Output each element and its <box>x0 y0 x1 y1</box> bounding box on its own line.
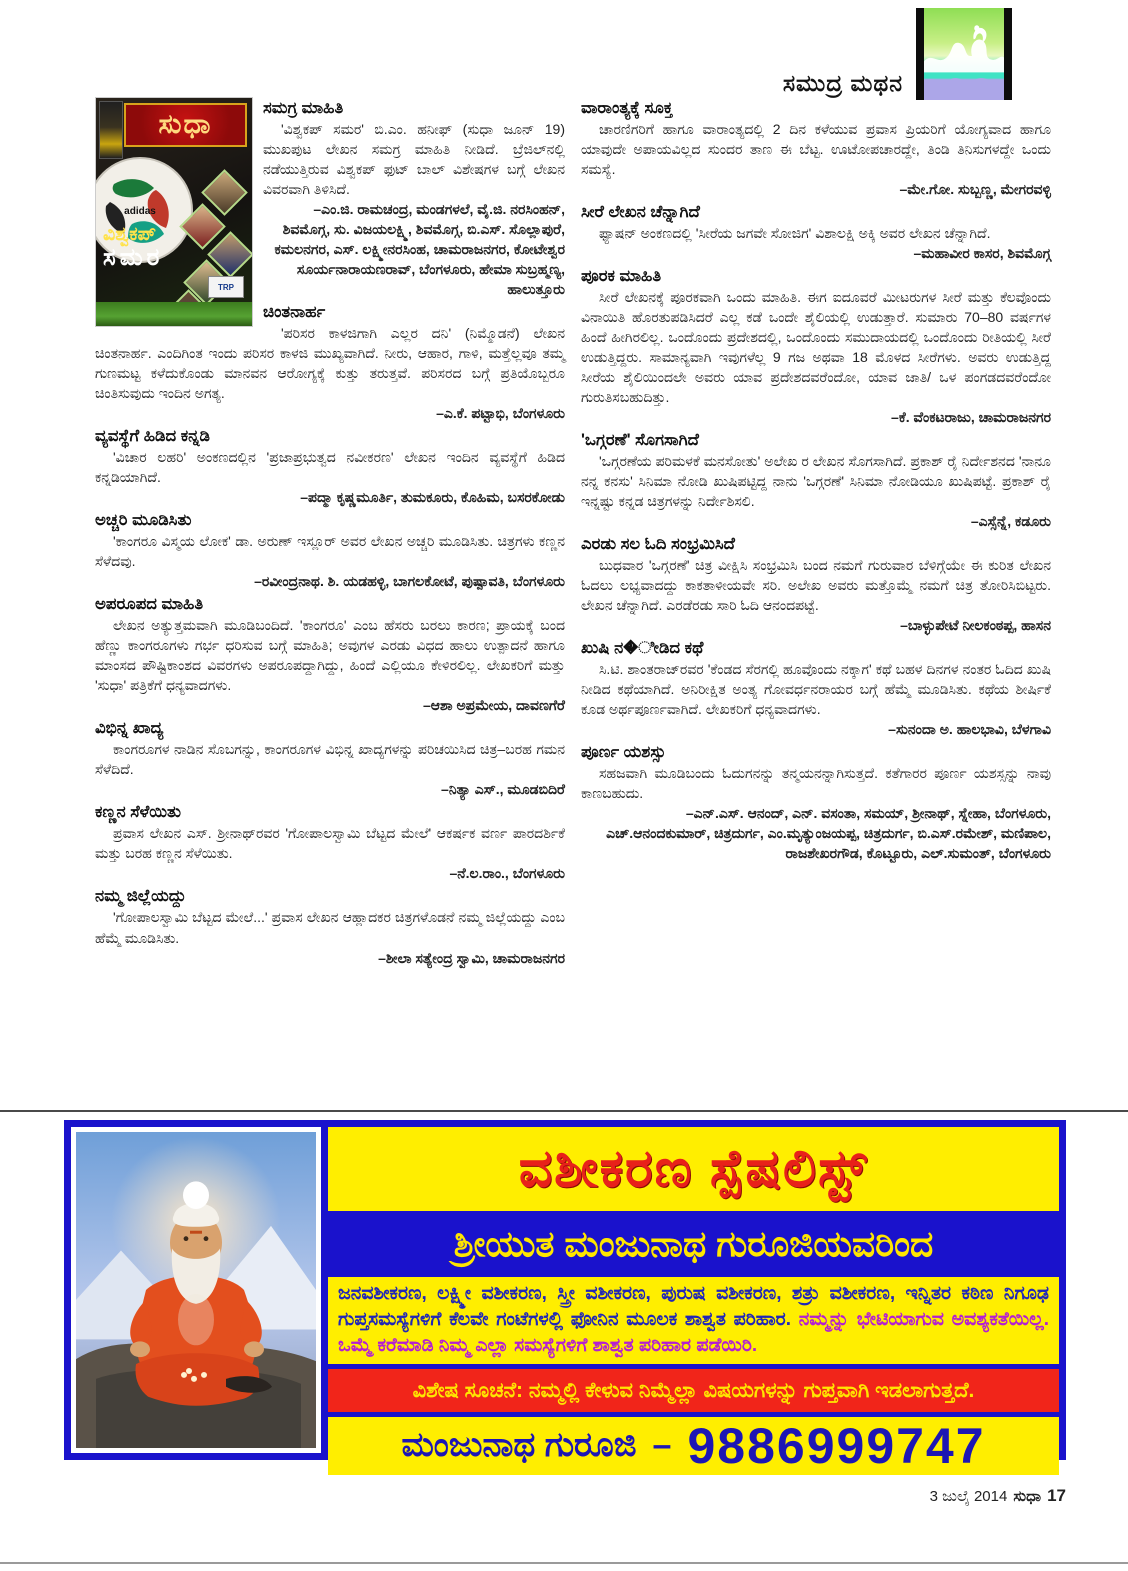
cover-title: ವಿಶ್ವಕಪ್ ಸಮರ <box>103 224 164 272</box>
grass-strip <box>96 302 252 326</box>
letter-body: ಸಹಜವಾಗಿ ಮೂಡಿಬಂದು ಓದುಗನನ್ನು ತನ್ಮಯನನ್ನಾಗಿಸುತ್ತದೆ. ಕತೆಗಾರರ ಪೂರ್ಣ ಯಶಸ್ಸನ್ನು ನಾವು ಕಾಣಬಹುದು. <box>581 765 1051 802</box>
ad-text-panel <box>328 1127 1059 1474</box>
page-bottom-line <box>0 1562 1128 1564</box>
waves-logo-icon <box>916 8 1012 100</box>
letter-signature: –ಸುನಂದಾ ಅ. ಹಾಲಭಾವಿ, ಬೆಳಗಾವಿ <box>888 721 1051 738</box>
letter-item <box>95 719 565 799</box>
letter-body: ಬುಧವಾರ 'ಒಗ್ಗರಣೆ' ಚಿತ್ರ ವೀಕ್ಷಿಸಿ ಸಂಭ್ರಮಿಸಿ ಬಂದ ನಮಗೆ ಗುರುವಾರ ಬೆಳಿಗ್ಗೆಯೇ ಈ ಕುರಿತ ಲೇಖನ ಓದಲು ಲಭ್ಯವಾದದ್ದು ಕಾಕತಾಳೀಯವೇ ಸರಿ. ಅಲೇಖ ಅವರು ಮತ್ತೊಮ್ಮೆ ನಮಗೆ ಚಿತ್ರ ತೋರಿಸಿಬಿಟ್ಟರು. ಲೇಖನ ಚೆನ್ನಾಗಿದೆ. ಎರಡೆರಡು ಸಾರಿ ಓದಿ ಆನಂದಪಟ್ಟೆ. <box>581 557 1051 614</box>
letter-body: ಚಾರಣಿಗರಿಗೆ ಹಾಗೂ ವಾರಾಂತ್ಯದಲ್ಲಿ 2 ದಿನ ಕಳೆಯುವ ಪ್ರವಾಸ ಪ್ರಿಯರಿಗೆ ಯೋಗ್ಯವಾದ ಹಾಗೂ ಯಾವುದೇ ಅಪಾಯವಿಲ್ಲದ ಸುಂದರ ತಾಣ ಈ ಬೆಟ್ಟ. ಊಟೋಪಚಾರದ್ದೇ, ತಿಂಡಿ ತಿನಿಸುಗಳದ್ದೇ ಒಂದು ಸಮಸ್ಯೆ. <box>581 121 1051 178</box>
letter-heading: ಪೂರ್ಣ ಯಶಸ್ಸು <box>581 743 666 762</box>
letter-body: ಸೀರೆ ಲೇಖನಕ್ಕೆ ಪೂರಕವಾಗಿ ಒಂದು ಮಾಹಿತಿ. ಈಗ ಐದೂವರೆ ಮೀಟರುಗಳ ಸೀರೆ ಮತ್ತು ಕೆಲವೊಂದು ವಿನಾಯಿತಿ ಹೊರತುಪಡಿಸಿದರೆ ಎಲ್ಲ ಕಡೆ ಒಂದೇ ಶೈಲಿಯಲ್ಲಿ ಉಡುತ್ತಾರೆ. ಸುಮಾರು 70–80 ವರ್ಷಗಳ ಹಿಂದೆ ಹೀಗಿರಲಿಲ್ಲ. ಒಂದೊಂದು ಪ್ರದೇಶದಲ್ಲಿ, ಒಂದೊಂದು ಸಮುದಾಯದಲ್ಲಿ ಒಂದೊಂದು ರೀತಿಯಲ್ಲಿ ಸೀರೆ ಉಡುತ್ತಿದ್ದರು. ಸಾಮಾನ್ಯವಾಗಿ ಇವುಗಳೆಲ್ಲ 9 ಗಜ ಅಥವಾ 18 ಮೊಳದ ಸೀರೆಗಳು. ಅವರು ಉಡುತ್ತಿದ್ದ ಸೀರೆಯ ಶೈಲಿಯಿಂದಲೇ ಅವರು ಯಾವ ಪ್ರದೇಶದವರೆಂದೋ, ಯಾವ ಜಾತಿ/ ಒಳ ಪಂಗಡದವರೆಂದೋ ಗುರುತಿಸಬಹುದಿತ್ತು. <box>581 289 1051 406</box>
letter-signature: –ಎಂ.ಜಿ. ರಾಮಚಂದ್ರ, ಮಂಡಗಳಲೆ, ವೈ.ಜಿ. ನರಸಿಂಹನ್, ಶಿವಮೊಗ್ಗ, ಸು. ವಿಜಯಲಕ್ಷ್ಮಿ, ಶಿವಮೊಗ್ಗ, ಬಿ.ಎಸ್. ಸೊಲ್ಲಾಪುರೆ, ಕಮಲನಗರ, ಎಸ್. ಲಕ್ಷ್ಮೀನರಸಿಂಹ, ಚಾಮರಾಜನಗರ, ಕೋಟೇಶ್ವರ ಸೂರ್ಯನಾರಾಯಣರಾವ್, ಬೆಂಗಳೂರು, ಹೇಮಾ ಸುಬ್ರಹ್ಮಣ್ಯ, ಹಾಲುತ್ತೂರು <box>274 201 565 298</box>
footer-date: 3 ಜುಲೈ 2014 <box>929 1488 1008 1505</box>
letter-item <box>95 427 565 507</box>
letter-signature: –ಎನ್.ಎಸ್. ಆನಂದ್, ಎನ್. ವಸಂತಾ, ಸಮಯ್, ಶ್ರೀನಾಥ್, ಸ್ನೇಹಾ, ಬೆಂಗಳೂರು, ಎಚ್.ಆನಂದಕುಮಾರ್, ಚಿತ್ರದುರ್ಗ, ಎಂ.ಮೃತ್ಯುಂಜಯಪ್ಪ, ಚಿತ್ರದುರ್ಗ, ಬಿ.ಎಸ್.ರಮೇಶ್, ಮಣಿಪಾಲ, ರಾಜಶೇಖರಗೌಡ, ಕೊಟ್ಟೂರು, ಎಲ್.ಸುಮಂತ್, ಬೆಂಗಳೂರು <box>606 805 1051 862</box>
letter-body: ಪ್ರವಾಸ ಲೇಖನ ಎಸ್. ಶ್ರೀನಾಥ್‌ರವರ 'ಗೋಪಾಲಸ್ವಾಮಿ ಬೆಟ್ಟದ ಮೇಲೆ' ಆಕರ್ಷಕ ವರ್ಣ ಪಾರದರ್ಶಿಕೆ ಮತ್ತು ಬರಹ ಕಣ್ಣನ ಸೆಳೆಯಿತು. <box>95 825 565 862</box>
letter-body: ಫ್ಯಾಷನ್ ಅಂಕಣದಲ್ಲಿ 'ಸೀರೆಯ ಜಗವೇ ಸೋಜಿಗ' ವಿಶಾಲಕ್ಷಿ ಅಕ್ಕಿ ಅವರ ಲೇಖನ ಚೆನ್ನಾಗಿದೆ. <box>599 225 991 242</box>
letter-signature: –ಕೆ. ವೆಂಕಟರಾಜು, ಚಾಮರಾಜನಗರ <box>891 409 1051 426</box>
left-column <box>95 95 565 968</box>
letter-item <box>95 887 565 967</box>
advertisement <box>64 1120 1066 1474</box>
letter-item <box>581 431 1051 531</box>
letter-heading: ಸಮಗ್ರ ಮಾಹಿತಿ <box>263 99 344 117</box>
letter-heading: ಚಿಂತನಾರ್ಹ <box>263 303 326 322</box>
letter-signature: –ಮಹಾವೀರ ಕಾಸರ, ಶಿವಮೊಗ್ಗ <box>913 245 1051 262</box>
ad-body-highlight: ನಮ್ಮನ್ನು ಭೇಟಿಯಾಗುವ ಅವಶ್ಯಕತೆಯಿಲ್ಲ. ಒಮ್ಮೆ ಕರೆಮಾಡಿ ನಿಮ್ಮ ಎಲ್ಲಾ ಸಮಸ್ಯೆಗಳಿಗೆ ಶಾಶ್ವತ ಪರಿಹಾರ ಪಡೆಯಿರಿ. <box>338 1309 1049 1357</box>
letter-signature: –ಎಸ್ಸೆನ್ನೆ, ಕಡೂರು <box>970 513 1051 530</box>
letter-heading: ಸೀರೆ ಲೇಖನ ಚೆನ್ನಾಗಿದೆ <box>581 203 700 222</box>
letter-heading: ಪೂರಕ ಮಾಹಿತಿ <box>581 267 662 286</box>
letter-signature: –ಶೀಲಾ ಸತ್ಯೇಂದ್ರ ಸ್ವಾಮಿ, ಚಾಮರಾಜನಗರ <box>378 949 565 966</box>
letter-heading: ವ್ಯವಸ್ಥೆಗೆ ಹಿಡಿದ ಕನ್ನಡಿ <box>95 427 210 446</box>
letter-heading: ನಮ್ಮ ಜಿಲ್ಲೆಯದ್ದು <box>95 887 187 906</box>
letter-item <box>95 511 565 591</box>
letter-body: 'ಪರಿಸರ ಕಾಳಜಿಗಾಗಿ ಎಲ್ಲರ ದನಿ' (ನಿಮ್ಮೊಡನೆ) ಲೇಖನ ಚಿಂತನಾರ್ಹ. ಎಂದಿಗಿಂತ ಇಂದು ಪರಿಸರ ಕಾಳಜಿ ಮುಖ್ಯವಾಗಿದೆ. ನೀರು, ಆಹಾರ, ಗಾಳಿ, ಮತ್ತೆಲ್ಲವೂ ತಮ್ಮ ಗುಣಮಟ್ಟ ಕಳೆದುಕೊಂಡು ಮಾನವನ ಆರೋಗ್ಯಕ್ಕೆ ಕುತ್ತು ತರುತ್ತವೆ. ಪರಿಸರದ ಬಗ್ಗೆ ಪ್ರತಿಯೊಬ್ಬರೂ ಚಿಂತಿಸುವುದು ಇಂದಿನ ಅಗತ್ಯ. <box>95 325 565 402</box>
letter-body: 'ಕಾಂಗರೂ ವಿಸ್ಮಯ ಲೋಕ' ಡಾ. ಅರುಣ್ ಇಸ್ಲೂರ್ ಅವರ ಲೇಖನ ಅಚ್ಚರಿ ಮೂಡಿಸಿತು. ಚಿತ್ರಗಳು ಕಣ್ಣನ ಸೆಳೆದವು. <box>95 533 565 570</box>
letter-signature: –ನಿತ್ಯಾ ಎಸ್., ಮೂಡಬಿದಿರೆ <box>441 781 565 798</box>
letter-item <box>581 639 1051 739</box>
letter-item <box>581 203 1051 263</box>
ball-brand-text: adidas <box>124 206 156 217</box>
ad-notice: ವಿಶೇಷ ಸೂಚನೆ: ನಮ್ಮಲ್ಲಿ ಕೇಳುವ ನಿಮ್ಮೆಲ್ಲಾ ವಿಷಯಗಳನ್ನು ಗುಪ್ತವಾಗಿ ಇಡಲಾಗುತ್ತದೆ. <box>328 1369 1059 1412</box>
ad-contact-dash: – <box>652 1426 672 1465</box>
letter-body: 'ವಿಚಾರ ಲಹರಿ' ಅಂಕಣದಲ್ಲಿನ 'ಪ್ರಜಾಪ್ರಭುತ್ವದ ನವೀಕರಣ' ಲೇಖನ ಇಂದಿನ ವ್ಯವಸ್ಥೆಗೆ ಹಿಡಿದ ಕನ್ನಡಿಯಾಗಿದೆ. <box>95 449 565 486</box>
letter-heading: ವಾರಾಂತ್ಯಕ್ಕೆ ಸೂಕ್ತ <box>581 99 673 117</box>
letter-signature: –ಪದ್ಮಾ ಕೃಷ್ಣಮೂರ್ತಿ, ತುಮಕೂರು, ಕೊಹಿಮ, ಬಸರಕೋಡು <box>300 489 565 506</box>
trp-badge: TRP <box>208 276 244 298</box>
letter-body: ಸಿ.ಟಿ. ಶಾಂತರಾಜ್‌ರವರ 'ಕೆಂಡದ ಸೆರಗಲ್ಲಿ ಹೂವೊಂದು ನಕ್ಕಾಗ' ಕಥೆ ಬಹಳ ದಿನಗಳ ನಂತರ ಓದಿದ ಖುಷಿ ನೀಡಿದ ಕಥೆಯಾಗಿದೆ. ಅನಿರೀಕ್ಷಿತ ಅಂತ್ಯ ಗೋವರ್ಧನರಾಯರ ಬಗ್ಗೆ ಹೆಮ್ಮೆ ಮೂಡಿಸಿತು. ಕಥೆಯ ಶೀರ್ಷಿಕೆ ಕೂಡ ಅರ್ಥಪೂರ್ಣವಾಗಿದೆ. ಲೇಖಕರಿಗೆ ಧನ್ಯವಾದಗಳು. <box>581 661 1051 718</box>
ad-phone-number: 9886999747 <box>687 1417 986 1474</box>
letter-heading: ವಿಭಿನ್ನ ಖಾದ್ಯ <box>95 719 164 738</box>
letter-heading: 'ಒಗ್ಗರಣೆ' ಸೊಗಸಾಗಿದೆ <box>581 431 699 450</box>
ad-subtitle: ಶ್ರೀಯುತ ಮಂಜುನಾಥ ಗುರೂಜಿಯವರಿಂದ <box>328 1216 1059 1272</box>
letter-heading: ಖುಷಿ ನ�ೀಡಿದ ಕಥೆ <box>581 639 704 658</box>
right-column <box>581 95 1051 968</box>
letter-signature: –ಆಶಾ ಅಪ್ರಮೇಯ, ದಾವಣಗೆರೆ <box>422 697 565 714</box>
ad-contact <box>328 1417 1059 1475</box>
guru-photo <box>71 1127 321 1453</box>
letter-item <box>581 267 1051 427</box>
letter-body: 'ವಿಶ್ವಕಪ್ ಸಮರ' ಬಿ.ಎಂ. ಹನೀಫ್ (ಸುಧಾ ಜೂನ್ 19) ಮುಖಪುಟ ಲೇಖನ ಸಮಗ್ರ ಮಾಹಿತಿ ನೀಡಿದೆ. ಬ್ರೆಜಿಲ್‌ನಲ್ಲಿ ನಡೆಯುತ್ತಿರುವ ವಿಶ್ವಕಪ್ ಫುಟ್ ಬಾಲ್ ವಿಶೇಷಗಳ ಬಗ್ಗೆ ಲೇಖನ ವಿವರವಾಗಿ ತಿಳಿಸಿದೆ. <box>263 121 565 198</box>
page-footer <box>930 1486 1066 1506</box>
letter-signature: –ರವೀಂದ್ರನಾಥ. ಶಿ. ಯಡಹಳ್ಳಿ, ಬಾಗಲಕೋಟೆ, ಪುಷ್ಪಾವತಿ, ಬೆಂಗಳೂರು <box>254 573 565 590</box>
letter-signature: –ಬಾಳ್ಳುಪೇಟೆ ನೀಲಕಂಠಪ್ಪ, ಹಾಸನ <box>900 617 1051 634</box>
letter-signature: –ನೆ.ಲ.ರಾಂ., ಬೆಂಗಳೂರು <box>449 865 565 882</box>
ad-contact-name: ಮಂಜುನಾಥ ಗುರೂಜಿ <box>401 1426 637 1465</box>
letter-body: 'ಗೋಪಾಲಸ್ವಾಮಿ ಬೆಟ್ಟದ ಮೇಲೆ...' ಪ್ರವಾಸ ಲೇಖನ ಆಹ್ಲಾದಕರ ಚಿತ್ರಗಳೊಡನೆ ನಮ್ಮ ಜಿಲ್ಲೆಯದ್ದು ಎಂಬ ಹೆಮ್ಮೆ ಮೂಡಿಸಿತು. <box>95 909 565 946</box>
letter-signature: –ಮೇ.ಗೋ. ಸುಬ್ಬಣ್ಣ, ಮೇಗರವಳ್ಳಿ <box>899 181 1051 198</box>
letter-item <box>581 743 1051 863</box>
page-title: ಸಮುದ್ರ ಮಥನ <box>782 70 903 96</box>
magazine-cover <box>95 97 253 327</box>
letter-heading: ಎರಡು ಸಲ ಓದಿ ಸಂಭ್ರಮಿಸಿದೆ <box>581 535 735 554</box>
footer-brand: ಸುಧಾ <box>1013 1488 1042 1505</box>
ad-body-main: ಜನವಶೀಕರಣ, ಲಕ್ಷ್ಮೀ ವಶೀಕರಣ, ಸ್ತ್ರೀ ವಶೀಕರಣ, ಪುರುಷ ವಶೀಕರಣ, ಶತ್ರು ವಶೀಕರಣ, ಇನ್ನಿತರ ಕಠಿಣ ನಿಗೂಢ ಗುಪ್ತಸಮಸ್ಯೆಗಳಿಗೆ ಕೆಲವೇ ಗಂಟೆಗಳಲ್ಲಿ ಫೋನಿನ ಮೂಲಕ ಶಾಶ್ವತ ಪರಿಹಾರ. <box>338 1283 1049 1331</box>
ad-body <box>328 1277 1059 1364</box>
editor-photo <box>99 101 123 159</box>
letter-body: ಕಾಂಗರೂಗಳ ನಾಡಿನ ಸೊಬಗನ್ನು, ಕಾಂಗರೂಗಳ ವಿಭಿನ್ನ ಖಾದ್ಯಗಳನ್ನು ಪರಿಚಯಿಸಿದ ಚಿತ್ರ–ಬರಹ ಗಮನ ಸೆಳೆದಿದೆ. <box>95 741 565 778</box>
footer-page-number: 17 <box>1047 1486 1066 1505</box>
divider-line <box>0 1110 1128 1112</box>
letter-item <box>581 535 1051 635</box>
letter-item <box>95 595 565 715</box>
ad-title: ವಶೀಕರಣ ಸ್ಪೆಷಲಿಸ್ಟ್ <box>328 1127 1059 1211</box>
letter-heading: ಕಣ್ಣನ ಸೆಳೆಯಿತು <box>95 803 181 822</box>
letter-signature: –ಎ.ಕೆ. ಪಟ್ಟಾಭಿ, ಬೆಂಗಳೂರು <box>436 405 565 422</box>
cover-masthead: ಸುಧಾ <box>124 103 247 147</box>
letter-body: ಲೇಖನ ಅತ್ಯುತ್ತಮವಾಗಿ ಮೂಡಿಬಂದಿದೆ. 'ಕಾಂಗರೂ' ಎಂಬ ಹೆಸರು ಬರಲು ಕಾರಣ; ಪ್ರಾಯಕ್ಕೆ ಬಂದ ಹೆಣ್ಣು ಕಾಂಗರೂಗಳು ಗರ್ಭ ಧರಿಸುವ ಬಗ್ಗೆ ಮಾಹಿತಿ; ಅವುಗಳ ಎರಡು ವಿಧದ ಹಾಲು ಉತ್ಪಾದನೆ ಹಾಗೂ ಮಾಂಸದ ಪೌಷ್ಟಿಕಾಂಶದ ವಿವರಗಳು ಅಪರೂಪದ್ದಾಗಿದ್ದು, ಹಿಂದೆ ಎಲ್ಲಿಯೂ ಕೇಳಿರಲಿಲ್ಲ. ಲೇಖಕರಿಗೆ ಮತ್ತು 'ಸುಧಾ' ಪತ್ರಿಕೆಗೆ ಧನ್ಯವಾದಗಳು. <box>95 617 565 694</box>
letters-section <box>95 95 1051 968</box>
letter-heading: ಅಚ್ಚರಿ ಮೂಡಿಸಿತು <box>95 511 192 530</box>
letter-heading: ಅಪರೂಪದ ಮಾಹಿತಿ <box>95 595 204 614</box>
letter-item <box>95 803 565 883</box>
letter-item <box>581 99 1051 199</box>
letter-body: 'ಒಗ್ಗರಣೆಯ ಪರಿಮಳಕೆ ಮನಸೋತು' ಅಲೇಖ ರ ಲೇಖನ ಸೊಗಸಾಗಿದೆ. ಪ್ರಕಾಶ್ ರೈ ನಿರ್ದೇಶನದ 'ನಾನೂ ನನ್ನ ಕನಸು' ಸಿನಿಮಾ ನೋಡಿ ಖುಷಿಪಟ್ಟಿದ್ದ ನಾನು 'ಒಗ್ಗರಣೆ' ಸಿನಿಮಾ ನೋಡಿಯೂ ಖುಷಿಪಟ್ಟೆ. ಪ್ರಕಾಶ್ ರೈ ಇನ್ನಷ್ಟು ಕನ್ನಡ ಚಿತ್ರಗಳನ್ನು ನಿರ್ದೇಶಿಸಲಿ. <box>581 453 1051 510</box>
